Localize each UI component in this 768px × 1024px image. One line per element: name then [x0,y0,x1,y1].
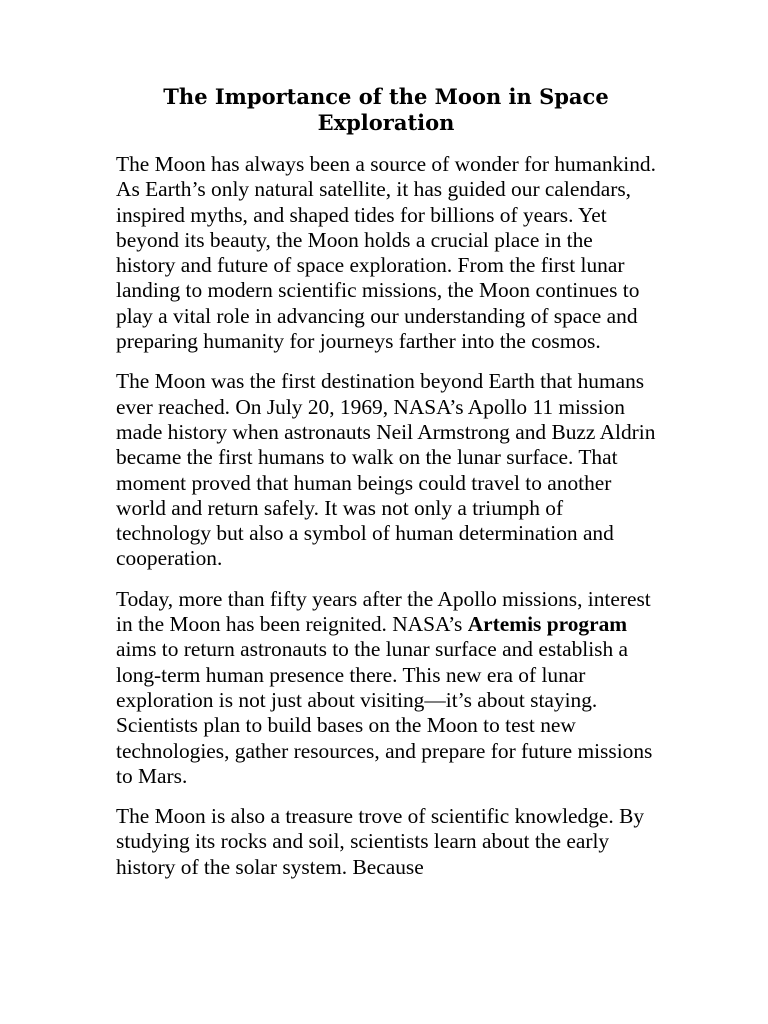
paragraph-3-rest: aims to return astronauts to the lunar surface and establish a long-term human presence there. This new era of lunar exploration is not just about visiting—it’s about staying. Scientists plan to build bases on the Moon to test new technologies, gather resources, and prepare for future missions to Mars. [116,637,653,788]
paragraph-4: The Moon is also a treasure trove of scientific knowledge. By studying its rocks and soil, scientists learn about the early history of the solar system. Because [116,804,645,879]
paragraph-3 [116,587,656,789]
artemis-program-bold: Artemis program [467,612,628,637]
document-page [116,84,656,895]
paragraph-1: The Moon has always been a source of wonder for humankind. As Earth’s only natural satellite, it has guided our calendars, inspired myths, and shaped tides for billions of years. Yet beyond its beauty, the Moon holds a crucial place in the history and future of space exploration. From the first lunar landing to modern scientific missions, the Moon continues to play a vital role in advancing our understanding of space and preparing humanity for journeys farther into the cosmos. [116,152,656,354]
document-title: The Importance of the Moon in Space Exploration [163,84,609,135]
paragraph-3-intro: Today, more than fifty years after the Apollo missions, interest in the Moon has been reignited. NASA’s [116,586,651,637]
paragraph-2: The Moon was the first destination beyond Earth that humans ever reached. On July 20, 1969, NASA’s Apollo 11 mission made history when astronauts Neil Armstrong and Buzz Aldrin became the first humans to walk on the lunar surface. That moment proved that human beings could travel to another world and return safely. It was not only a triumph of technology but also a symbol of human determination and cooperation. [116,369,656,571]
